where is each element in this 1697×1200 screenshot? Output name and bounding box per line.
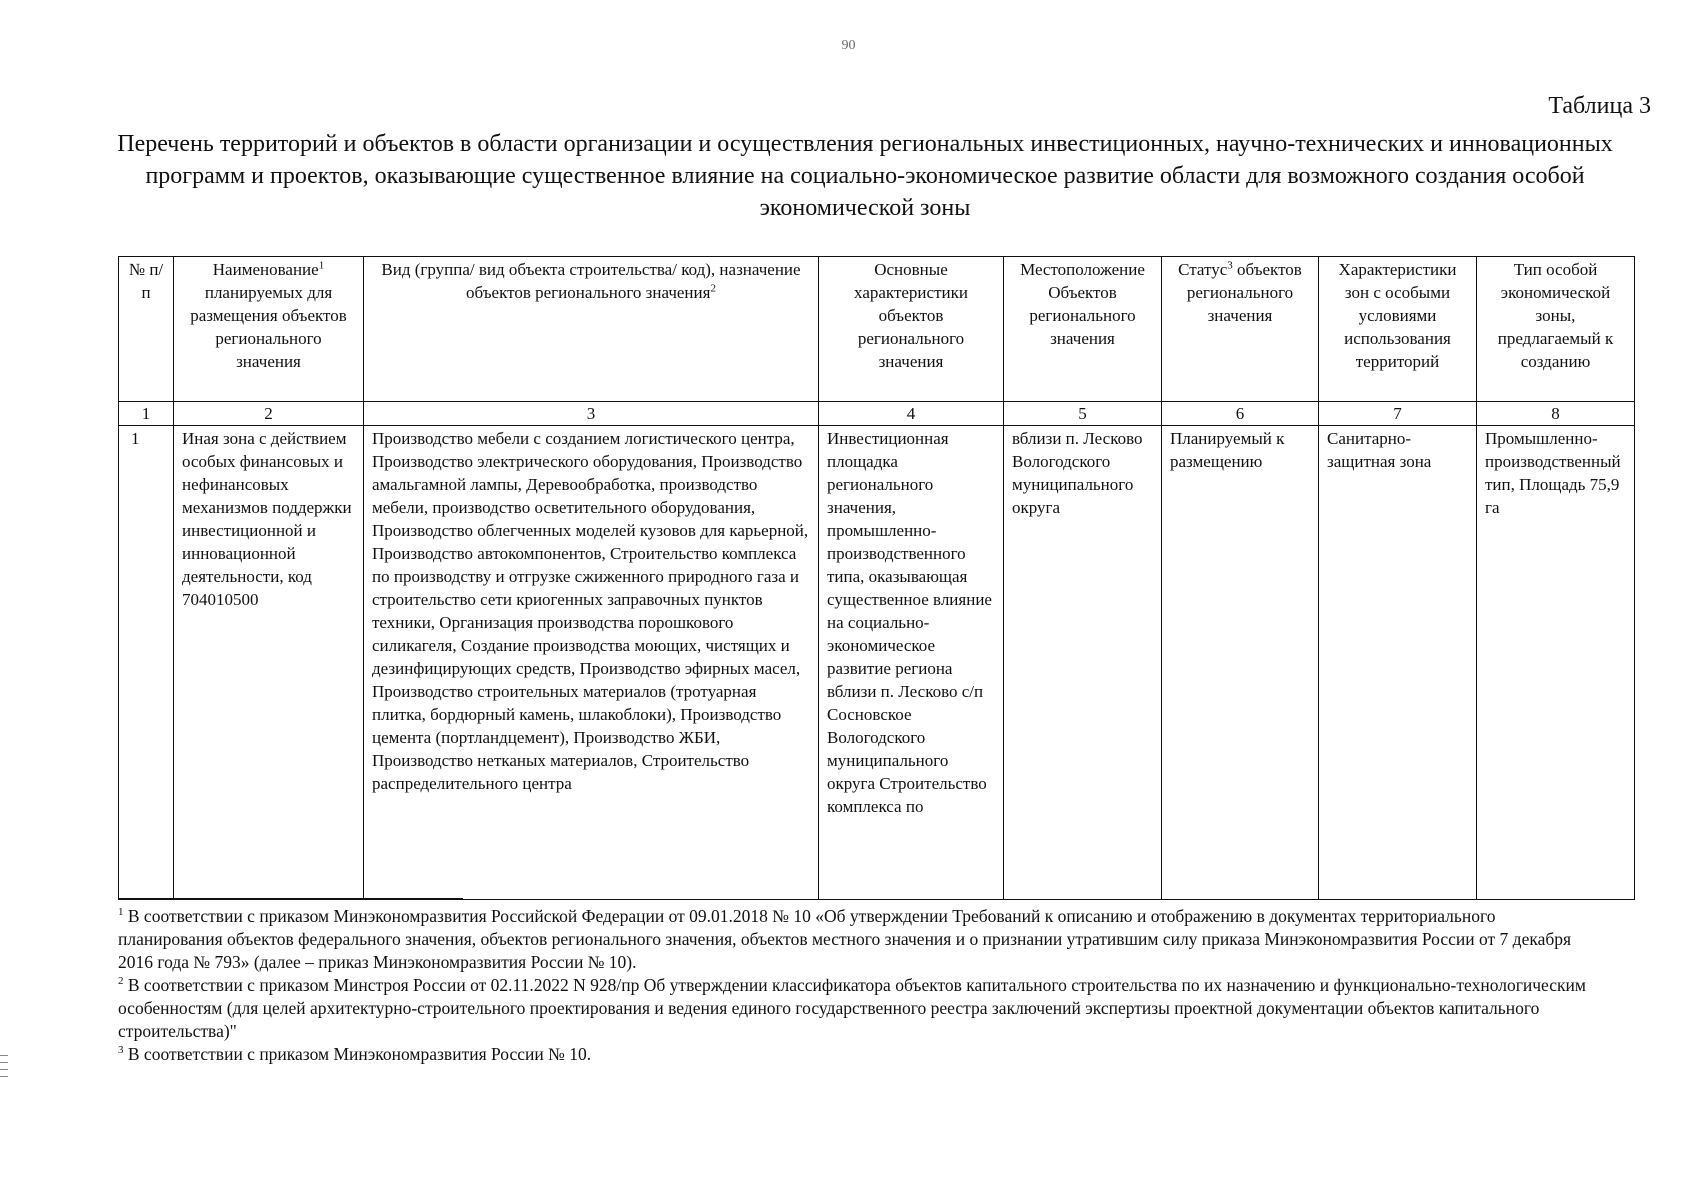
header-cell-name: Наименование$^1$ планируемых для размещения объектов регионального значения (174, 257, 364, 402)
column-number: 8 (1477, 402, 1635, 426)
footnote-separator (118, 898, 463, 900)
footnote: $^3$ В соответствии с приказом Минэкономразвития России № 10. (118, 1044, 592, 1064)
column-number: 2 (174, 402, 364, 426)
column-number: 7 (1319, 402, 1477, 426)
document-title: Перечень территорий и объектов в области организации и осуществления региональных инвестиционных, научно-технических и инновационных программ и проектов, оказывающие существенное влияние на социально-экономическое развитие области для возможного создания особой экономической зоны (117, 131, 1613, 221)
header-cell-status: Статус$^3$ объектов регионального значения (1162, 257, 1319, 402)
header-cell-kind: Вид (группа/ вид объекта строительства/ код), назначение объектов регионального значения$^2$ (364, 257, 819, 402)
footnote-ref: 3 (1227, 259, 1233, 272)
cell-characteristics: Инвестиционная площадка регионального значения, промышленно-производственного типа, оказывающая существенное влияние на социально-экономическое развитие региона вблизи п. Лесково с/п Сосновское Вологодского муниципального округа Строительство комплекса по (819, 426, 1004, 900)
column-number: 5 (1004, 402, 1162, 426)
column-number: 1 (119, 402, 174, 426)
cell-row-number: 1 (119, 426, 174, 900)
header-cell-location: Местоположение Объектов регионального значения (1004, 257, 1162, 402)
footnote: $^2$ В соответствии с приказом Минстроя России от 02.11.2022 N 928/пр Об утверждении классификатора объектов капитального строительства по их назначению и функционально-технологическим особенностям (для целей архитектурно-строительного проектирования и ведения единого государственного реестра заключений экспертизы проектной документации объектов капитального строительства)" (118, 975, 1586, 1041)
header-cell-num: № п/п (119, 257, 174, 402)
header-cell-sez-type: Тип особой экономической зоны, предлагаемый к созданию (1477, 257, 1635, 402)
page-number: 90 (841, 38, 856, 53)
cell-kind: Производство мебели с созданием логистического центра, Производство электрического оборудования, Производство амальгамной лампы, Деревообработка, производство мебели, производство осветительного оборудования, Производство облегченных моделей кузовов для карьерной, Производство автокомпонентов, Строительство комплекса по производству и отгрузке сжиженного природного газа и строительство сети криогенных заправочных пунктов техники, Организация производства порошкового силикагеля, Создание производства моющих, чистящих и дезинфицирующих средств, Производство эфирных масел, Производство строительных материалов (тротуарная плитка, бордюрный камень, шлакоблоки), Производство цемента (портландцемент), Производство ЖБИ, Производство нетканых материалов, Строительство распределительного центра (364, 426, 819, 900)
cell-location: вблизи п. Лесково Вологодского муниципального округа (1004, 426, 1162, 900)
table-row (119, 426, 1635, 900)
main-table (118, 256, 1635, 900)
footnotes (118, 905, 1598, 1066)
table-label: Таблица 3 (1548, 93, 1651, 119)
footnote-ref: 2 (710, 282, 716, 295)
column-number: 6 (1162, 402, 1319, 426)
header-cell-zones: Характеристики зон с особыми условиями использования территорий (1319, 257, 1477, 402)
footnote: $^1$ В соответствии с приказом Минэкономразвития Российской Федерации от 09.01.2018 № 10 «Об утверждении Требований к описанию и отображению в документах территориального планирования объектов федерального значения, объектов регионального значения, объектов местного значения и о признании утратившим силу приказа Минэкономразвития России от 7 декабря 2016 года № 793» (далее – приказ Минэкономразвития России № 10). (118, 906, 1572, 972)
column-number: 3 (364, 402, 819, 426)
cell-name: Иная зона с действием особых финансовых и нефинансовых механизмов поддержки инвестиционной и инновационной деятельности, код 704010500 (174, 426, 364, 900)
cell-sez-type: Промышленно-производственный тип, Площадь 75,9 га (1477, 426, 1635, 900)
footnote-ref: 1 (318, 259, 325, 272)
column-number-row (119, 402, 1635, 426)
header-row (119, 257, 1635, 402)
column-number: 4 (819, 402, 1004, 426)
scan-margin-marks (0, 1055, 8, 1083)
header-cell-characteristics: Основные характеристики объектов регионального значения (819, 257, 1004, 402)
cell-status: Планируемый к размещению (1162, 426, 1319, 900)
cell-zones: Санитарно-защитная зона (1319, 426, 1477, 900)
